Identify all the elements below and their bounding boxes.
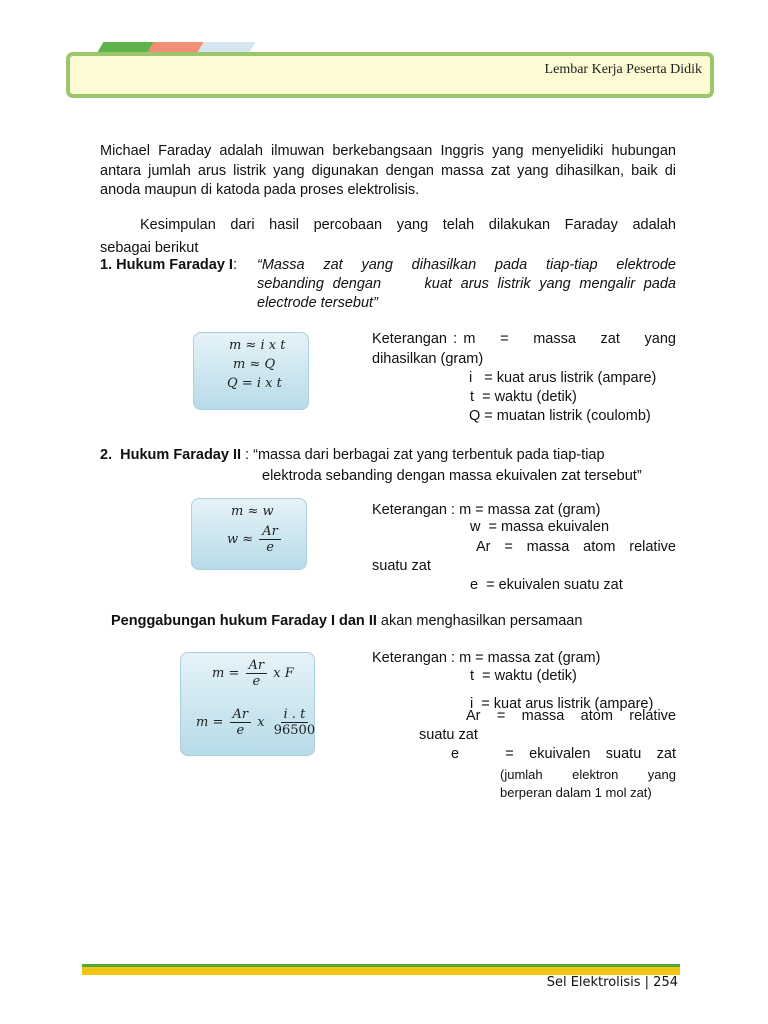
combined-fraction-1 [246,658,268,689]
law2-fraction [259,524,281,555]
law2-formula-1: m ≈ w [231,504,274,519]
combined-fraction-2 [230,707,252,738]
combined-note-i: i = kuat arus listrik (ampare) [470,696,654,712]
conclusion-line-1: Kesimpulan dari hasil percobaan yang telah dilakukan Faraday adalah [140,217,676,233]
law1-note-i: i = kuat arus listrik (ampare) [469,370,657,386]
law2-formula-2 [227,524,283,555]
combined-fraction-1-denominator: e [252,674,261,689]
law1-quote-line-1: “Massa zat yang dihasilkan pada tiap-tiap elektrode [257,257,676,273]
law1-formula-2: m ≈ Q [233,357,276,372]
intro-paragraph: Michael Faraday adalah ilmuwan berkebangsaan Inggris yang menyelidiki hubungan antara jumlah arus listrik yang digunakan dengan massa zat yang dihasilkan, baik di anoda maupun di katoda pada proses elektrolisis. [100,143,676,198]
combined-formula-1-lhs: m = [212,666,240,681]
conclusion-line-2: sebagai berikut [100,240,199,256]
header-title: Lembar Kerja Peserta Didik [544,62,702,77]
law2-note-ar-2: suatu zat [372,558,431,574]
combined-note-ar-2: suatu zat [419,727,478,743]
combined-note-t: t = waktu (detik) [470,668,577,684]
law2-note-w: w = massa ekuivalen [470,519,610,535]
combined-bold: Penggabungan hukum Faraday I dan II [111,613,377,629]
combined-formula-1 [212,658,294,689]
combined-formula-2-mid: x [257,715,265,730]
law1-colon: : [232,257,237,273]
combined-fraction-3 [271,707,318,738]
combined-formula-1-tail: x F [273,666,294,681]
law1-label: 1. Hukum Faraday I [100,257,233,273]
combined-fraction-2-denominator: e [236,723,245,738]
law1-note-q: Q = muatan listrik (coulomb) [469,408,651,424]
law2-note-e: e = ekuivalen suatu zat [470,577,623,593]
combined-note-e-2: (jumlah elektron yang [500,767,676,782]
combined-formula-box [180,652,315,756]
combined-fraction-2-numerator: Ar [230,707,252,723]
law2-note-ar: Ar = massa atom relative [476,539,676,555]
footer-text: Sel Elektrolisis | 254 [546,975,678,990]
combined-note-e: e = ekuivalen suatu zat [451,746,676,762]
law2-fraction-denominator: e [266,540,274,555]
header-bar [66,52,714,98]
combined-formula-2 [196,707,320,738]
combined-note-m: Keterangan : m = massa zat (gram) [372,650,601,666]
law1-heading [100,256,237,275]
law2-text-line-2: elektroda sebanding dengan massa ekuivalen zat tersebut” [262,468,642,484]
law2-text-line-1: : “massa dari berbagai zat yang terbentuk pada tiap-tiap [241,447,605,463]
law1-note-line-2: dihasilkan (gram) [372,351,484,367]
law2-note-m: Keterangan : m = massa zat (gram) [372,502,601,518]
law1-quote-line-3: electrode tersebut” [257,295,378,311]
footer-bar [82,964,680,975]
law1-note-t: t = waktu (detik) [470,389,577,405]
combined-fraction-1-numerator: Ar [246,658,268,674]
law1-formula-3: Q = i x t [227,376,282,391]
law1-quote-line-2: sebanding dengan kuat arus listrik yang mengalir pada [257,276,676,292]
law1-note-line-1: Keterangan : m = massa zat yang [372,331,676,347]
law2-heading [100,446,605,465]
law2-fraction-numerator: Ar [259,524,281,540]
law1-formula-1: m ≈ i x t [229,338,286,353]
combined-note-e-3: berperan dalam 1 mol zat) [500,785,652,800]
combined-fraction-3-numerator: i . t [281,707,309,723]
law1-formula-box [193,332,309,410]
law2-formula-box [191,498,307,570]
combined-fraction-3-denominator: 96500 [273,723,316,738]
combined-note-ar: Ar = massa atom relative [466,708,676,724]
combined-heading [111,612,582,631]
law2-formula-lhs: w ≈ [227,532,254,547]
combined-rest: akan menghasilkan persamaan [376,613,583,629]
combined-formula-2-lhs: m = [196,715,224,730]
law2-label: 2. Hukum Faraday II [100,447,242,463]
